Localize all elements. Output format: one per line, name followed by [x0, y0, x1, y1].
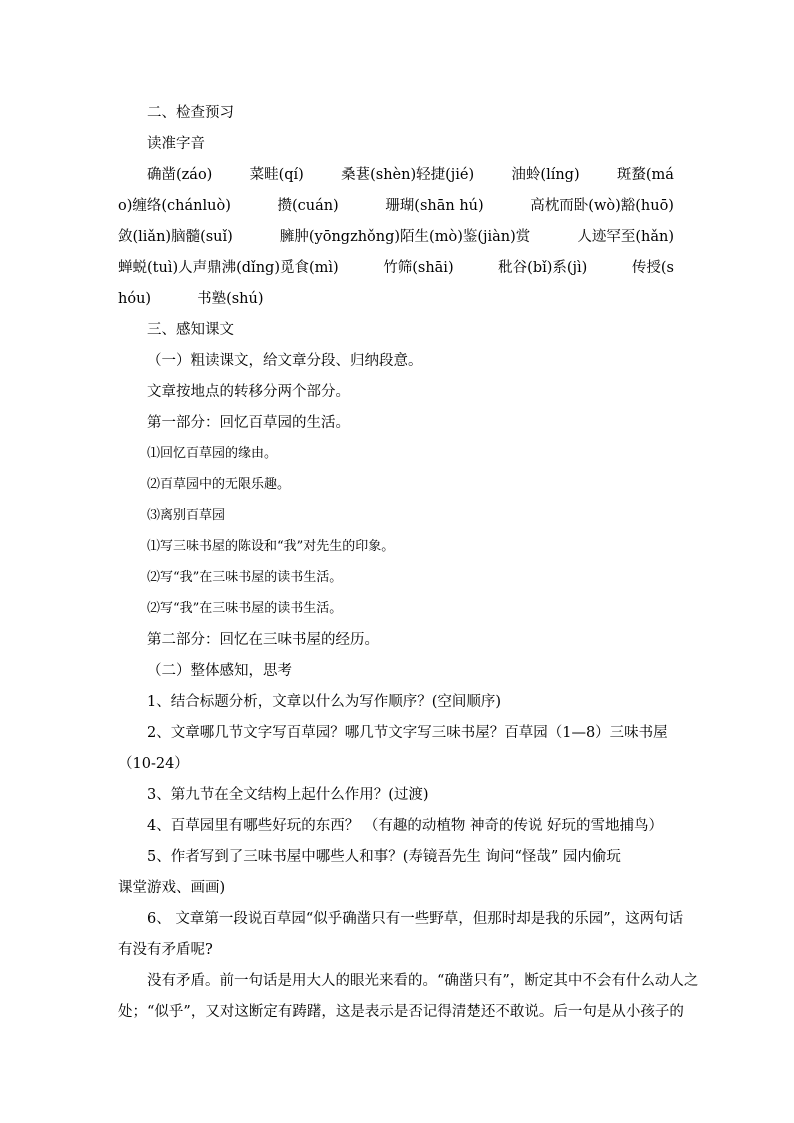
section-one-title: （一）粗读课文，给文章分段、归纳段意。	[147, 353, 423, 369]
pron-item: 敛(liǎn)脑髓(suǐ)	[118, 229, 233, 245]
pron-item: 桑葚(shèn)轻捷(jié)	[341, 167, 475, 183]
pron-item: 人迹罕至(hǎn)	[577, 229, 674, 245]
question-4: 4、百草园里有哪些好玩的东西？ （有趣的动植物 神奇的传说 好玩的雪地捕鸟）	[147, 818, 664, 834]
answer-line-2: 处；“似乎”，又对这断定有踌躇，这是表示是否记得清楚还不敢说。后一句是从小孩子的	[118, 1004, 684, 1020]
pron-item: o)缠络(chánluò)	[118, 198, 231, 214]
subheading-pronunciation: 读准字音	[147, 136, 205, 152]
pron-item: 蝉蜕(tuì)人声鼎沸(dǐng)觅食(mì)	[118, 260, 339, 276]
part-one-item-3: ⑶离别百草园	[147, 508, 226, 523]
pron-item: 菜畦(qí)	[249, 167, 304, 183]
heading-perceive-text: 三、感知课文	[147, 322, 234, 338]
part-two-item-2: ⑵写“我”在三味书屋的读书生活。	[147, 570, 343, 585]
pron-item: 书塾(shú)	[197, 291, 264, 307]
question-5-line-1: 5、作者写到了三味书屋中哪些人和事？(寿镜吾先生 询问“怪哉” 园内偷玩	[147, 849, 621, 865]
question-3: 3、第九节在全文结构上起什么作用？(过渡)	[147, 787, 429, 803]
question-5-line-2: 课堂游戏、画画)	[118, 880, 226, 896]
pronunciation-line-3	[118, 227, 674, 247]
pron-item: 传授(s	[631, 260, 674, 276]
question-2-line-1: 2、文章哪几节文字写百草园？哪几节文字写三味书屋？百草园（1—8）三味书屋	[147, 725, 668, 741]
part-two-item-1: ⑴写三味书屋的陈设和“我”对先生的印象。	[147, 539, 395, 554]
section-one-summary: 文章按地点的转移分两个部分。	[147, 384, 350, 400]
pron-item: 竹筛(shāi)	[383, 260, 454, 276]
pron-item: 珊瑚(shān hú)	[385, 198, 484, 214]
pron-item: hóu)	[118, 291, 152, 307]
question-2-line-2: （10-24）	[118, 756, 189, 772]
part-one-item-2: ⑵百草园中的无限乐趣。	[147, 477, 291, 492]
pronunciation-line-5	[118, 289, 264, 309]
pron-item: 秕谷(bǐ)系(jì)	[498, 260, 588, 276]
part-two-item-3: ⑵写“我”在三味书屋的读书生活。	[147, 601, 343, 616]
part-one-item-1: ⑴回忆百草园的缘由。	[147, 446, 278, 461]
pron-item: 高枕而卧(wò)豁(huō)	[530, 198, 674, 214]
pronunciation-line-4	[118, 258, 674, 278]
pron-item: 油蛉(líng)	[511, 167, 580, 183]
pron-item: 臃肿(yōngzhǒng)陌生(mò)鉴(jiàn)赏	[279, 229, 531, 245]
pron-item: 确凿(záo)	[147, 167, 213, 183]
heading-check-preview: 二、检查预习	[147, 105, 234, 121]
question-6-line-1: 6、 文章第一段说百草园“似乎确凿只有一些野草，但那时却是我的乐园”，这两句话	[147, 911, 684, 927]
section-two-title: （二）整体感知，思考	[147, 663, 292, 679]
question-1: 1、结合标题分析，文章以什么为写作顺序？(空间顺序)	[147, 694, 502, 710]
pronunciation-line-2	[118, 196, 674, 216]
part-one-title: 第一部分：回忆百草园的生活。	[147, 415, 350, 431]
pronunciation-line-1	[147, 165, 674, 185]
pron-item: 攒(cuán)	[277, 198, 339, 214]
part-two-title: 第二部分：回忆在三味书屋的经历。	[147, 632, 379, 648]
answer-line-1: 没有矛盾。前一句话是用大人的眼光来看的。“确凿只有”，断定其中不会有什么动人之	[147, 973, 699, 989]
question-6-line-2: 有没有矛盾呢?	[118, 942, 213, 958]
pron-item: 斑蝥(má	[616, 167, 674, 183]
